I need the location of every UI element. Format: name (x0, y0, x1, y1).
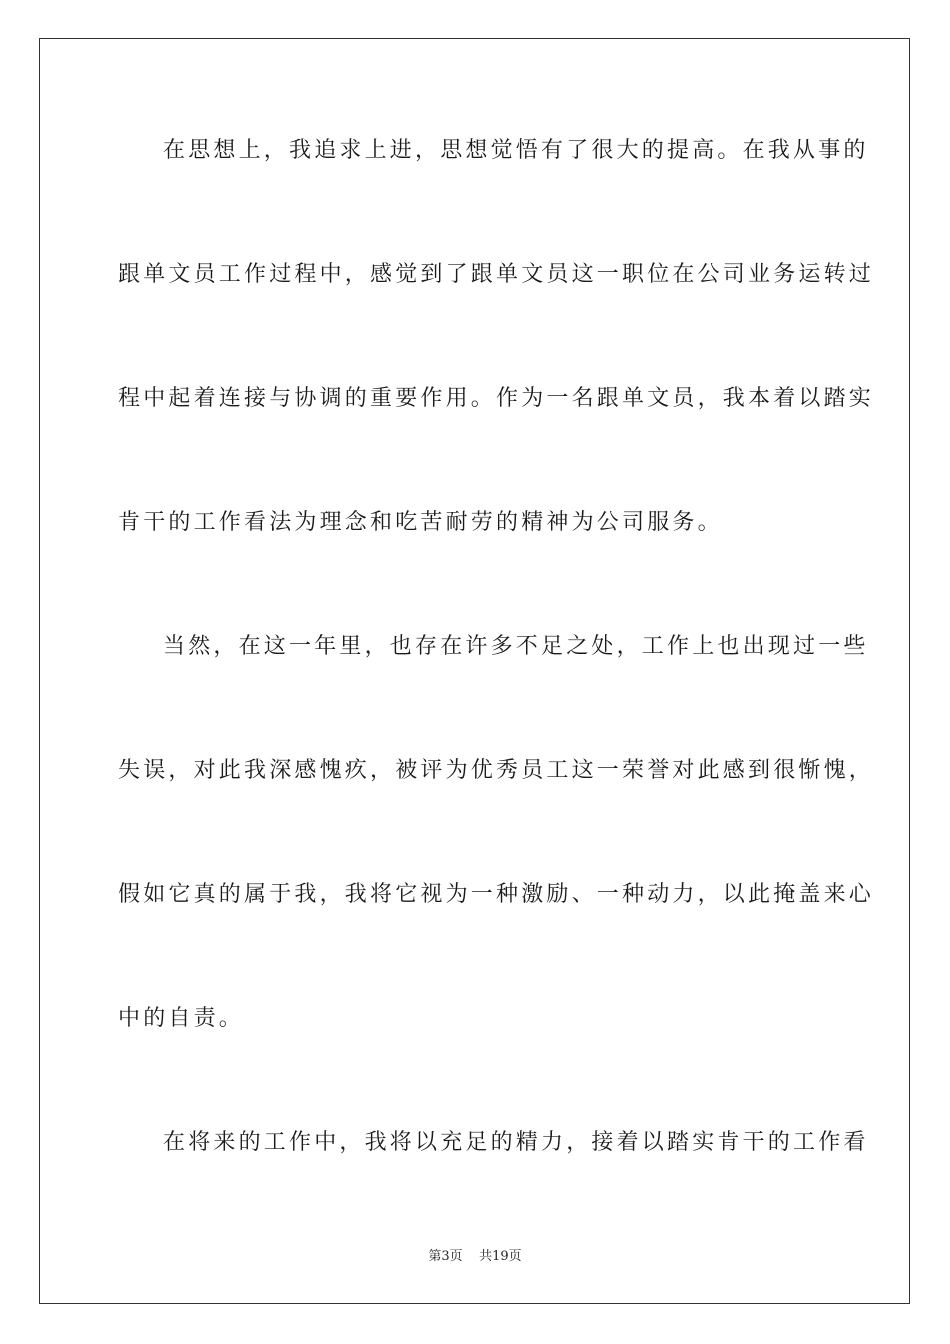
paragraph-line: 肯干的工作看法为理念和吃苦耐劳的精神为公司服务。 (118, 510, 723, 535)
paragraph-line: 程中起着连接与协调的重要作用。作为一名跟单文员，我本着以踏实 (118, 386, 875, 411)
page-total: 共19页 (479, 1249, 522, 1264)
document-page (39, 38, 910, 1304)
page-number: 第3页 (428, 1249, 463, 1264)
paragraph-line: 在思想上，我追求上进，思想觉悟有了很大的提高。在我从事的 (163, 138, 869, 163)
page-footer (0, 1249, 950, 1265)
paragraph-line: 失误，对此我深感愧疚，被评为优秀员工这一荣誉对此感到很惭愧， (118, 758, 875, 783)
paragraph-line: 在将来的工作中，我将以充足的精力，接着以踏实肯干的工作看 (163, 1130, 869, 1155)
paragraph-line: 中的自责。 (118, 1006, 245, 1031)
paragraph-line: 假如它真的属于我，我将它视为一种激励、一种动力，以此掩盖来心 (118, 882, 875, 907)
paragraph-line: 当然，在这一年里，也存在许多不足之处，工作上也出现过一些 (163, 634, 869, 659)
paragraph-line: 跟单文员工作过程中，感觉到了跟单文员这一职位在公司业务运转过 (118, 262, 875, 287)
